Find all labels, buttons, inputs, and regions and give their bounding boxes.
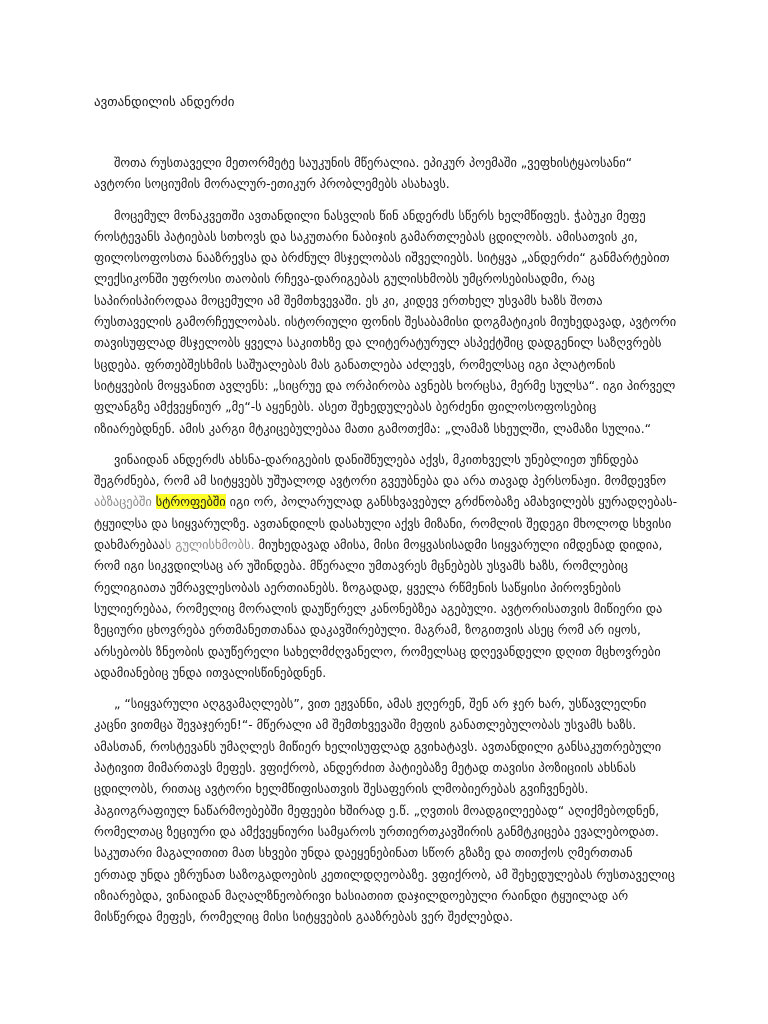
highlighted-word: სტროფებში [155,494,226,510]
paragraph-intro: შოთა რუსთაველი მეთორმეტე საუკუნის მწერალია. ეპიკურ პოემაში „ვეფხისტყაოსანი“ ავტორი სოციუმის მორალურ-ეთიკურ პრობლემებს ასახავს. [94,155,633,192]
paragraph-purpose [94,449,678,683]
paragraph-text: მიუხედავად ამისა, მისი მოყვასისადმი სიყვარული იმდენად დიდია, რომ იგი სიკვდილსაც არ უშინდება. მწერალი უმთავრეს მცნებებს უსვამს ხაზს, რომლებიც რელიგიათა უმრავლესობას აერთიანებს. ზოგადად, ყველა რწმენის საწყისი პიროვნების სულიერებაა, რომელიც მორალის დაუწერელ კანონებზეა აგებული. ავტორისათვის მიწიერი და ზეციური ცხოვრება ერთმანეთთანაა დაკავშირებული. მაგრამ, ზოგითვის ასეც რომ არ იყოს, არსებობს ზნეობის დაუწერელი სახელმძღვანელო, რომელსაც დღევანდელი დღით მცხოვრები ადამიანებიც უნდა ითვალისწინებდნენ. [94,537,663,680]
paragraph-love-quote: „ “სიყვარული აღგვამაღლებს”, ვით ეჟვანნი, ამას ჟღერენ, შენ არ ჯერ ხარ, უსწავლელნი კაცნი ვითმცა შევაჯერენ!“- მწერალი ამ შემთხვევაში მეფის განათლებულობას უსვამს ხაზს. ამასთან, როსტევანს უმაღლეს მიწიერ ხელისუფლად გვიხატავს. ავთანდილი განსაკუთრებული პატივით მიმართავს მეფეს. ვფიქრობ, ანდერძით პატიებაზე მეტად თავისი პოზიციის ახსნას ცდილობს, რითაც ავტორი ხელმწიფისათვის შესაფერის ლმობიერებას გვიჩვენებს. ჰაგიოგრაფიულ ნაწარმოებებში მეფეები ხშირად ე.წ. „ღვთის მოადგილეებად“ აღიქმებოდნენ, რომელთაც ზეციური და ამქვეყნიური სამყაროს ურთიერთკავშირის განმტკიცება ევალებოდათ. საკუთარი მაგალითით მათ სხვები უნდა დაეყენებინათ სწორ გზაზე და თითქოს ღმერთთან ერთად უნდა ეზრუნათ საზოგადოების კეთილდღეობაზე. ვფიქრობ, ამ შეხედულებას რუსთაველიც იზიარებდა, ვინაიდან მაღალზნეობრივი ხასიათით დაჯილდოებული რაინდი ტყუილად არ მისწერდა მეფეს, რომელიც მისი სიტყვების გააზრებას ვერ შეძლებდა. [94,696,675,925]
paragraph-text: ვინაიდან ანდერძს ახსნა-დარიგების დანიშნულება აქვს, მკითხველს უნებლიეთ უჩნდება შეგრძნება, რომ ამ სიტყვებს უშუალოდ ავტორი გვეუბნება და არა თავად პერსონაჟი. მომდევნო [94,451,667,489]
paragraph-text: იგი ორ, პოლარულად განსხვავებულ გრძნობაზე ამახვილებს ყურადღებას- ტყუილსა და სიყვარულზე. ავთანდილს დასახული აქვს მიზანი, რომლის შედეგი მხოლოდ სხვისი დახმარებაა [94,494,678,553]
faded-word: აბზაცებში [94,494,152,510]
faded-text: ს გულისხმობს. [164,537,255,553]
paragraph-testament: მოცემულ მონაკვეთში ავთანდილი ნასვლის წინ ანდერძს სწერს ხელმწიფეს. ჭაბუკი მეფე როსტევანს პატიებას სთხოვს და საკუთარი ნაბიჯის გამართლებას ცდილობს. ამისათვის კი, ფილოსოფოსთა ნააზრევსა და ბრძნულ მსჯელობას იშველიებს. სიტყვა „ანდერძი“ განმარტებით ლექსიკონში უფროსი თაობის რჩევა-დარიგებას გულისხმობს უმცროსებისადმი, რაც საპირისპიროდაა მოცემული ამ შემთხვევაში. ეს კი, კიდევ ერთხელ უსვამს ხაზს შოთა რუსთაველის გამორჩეულობას. ისტორიული ფონის შესაბამისი დოგმატიკის მიუხედავად, ავტორი თავისუფლად მსჯელობს ყველა საკითხზე და ლიტერატურულ ასპექტშიც დადგენილ საზღვრებს სცდება. ფრთებშესხმის საშუალებას მას განათლება აძლევს, რომელსაც იგი პლატონის სიტყვების მოყვანით ავლენს: „სიცრუე და ორპირობა ავნებს ხორცსა, მერმე სულსა“. იგი პირველ ფლანგზე ამქვეყნიურ „მე“-ს აყენებს. ასეთ შეხედულებას ბერძენი ფილოსოფოსებიც იზიარებდნენ. ამის კარგი მტკიცებულებაა მათი გამოთქმა: „ლამაზ სხეულში, ლამაზი სულია.“ [94,207,677,436]
document-title: ავთანდილის ანდერძი [94,95,235,110]
